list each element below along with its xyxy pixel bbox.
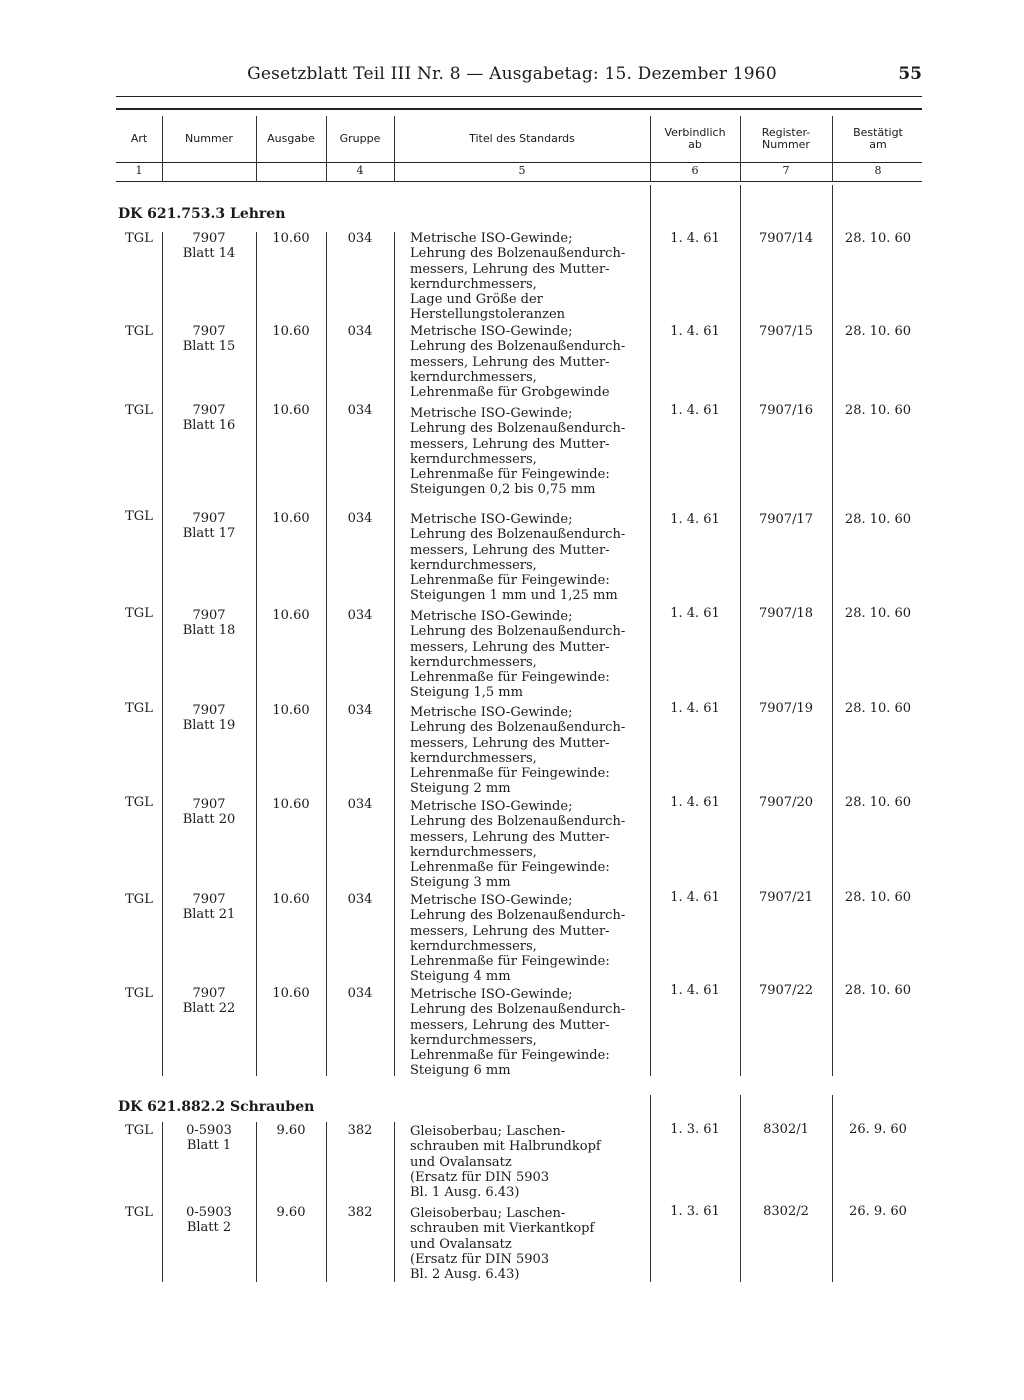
cell-nummer: 7907 Blatt 16	[182, 403, 236, 434]
cell-titel: Metrische ISO-Gewinde; Lehrung des Bolzenaußendurch- messers, Lehrung des Mutter- kerndurchmessers, Lage und Größe der Herstellungstoleranzen	[410, 231, 626, 323]
cell-verbindlich: 1. 3. 61	[670, 1204, 720, 1219]
cell-bestaetigt: 28. 10. 60	[844, 795, 912, 810]
cell-titel: Metrische ISO-Gewinde; Lehrung des Bolzenaußendurch- messers, Lehrung des Mutter- kerndurchmessers, Lehrenmaße für Grobgewinde	[410, 324, 626, 401]
cell-art: TGL	[125, 701, 153, 716]
cell-art: TGL	[125, 1123, 153, 1138]
col-divider	[832, 116, 833, 182]
cell-bestaetigt: 28. 10. 60	[844, 231, 912, 246]
cell-bestaetigt: 28. 10. 60	[844, 606, 912, 621]
cell-bestaetigt: 26. 9. 60	[849, 1122, 907, 1137]
col-divider	[394, 1122, 395, 1282]
col-divider	[256, 116, 257, 182]
cell-ausgabe: 10.60	[272, 231, 310, 246]
cell-art: TGL	[125, 231, 153, 246]
cell-nummer: 7907 Blatt 17	[182, 511, 236, 542]
col-divider	[394, 232, 395, 1076]
cell-verbindlich: 1. 4. 61	[670, 890, 720, 905]
cell-ausgabe: 10.60	[272, 511, 310, 526]
cell-register: 7907/21	[758, 890, 813, 905]
cell-nummer: 7907 Blatt 20	[182, 797, 236, 828]
cell-register: 8302/2	[763, 1204, 809, 1219]
col-divider	[650, 185, 651, 1076]
cell-verbindlich: 1. 4. 61	[670, 983, 720, 998]
col-header-bestaetigt: Bestätigt am	[853, 126, 903, 151]
cell-gruppe: 034	[347, 797, 373, 812]
section-heading: DK 621.753.3 Lehren	[118, 206, 286, 222]
header-rule	[116, 96, 922, 97]
cell-bestaetigt: 28. 10. 60	[844, 983, 912, 998]
cell-art: TGL	[125, 324, 153, 339]
col-divider	[162, 232, 163, 1076]
cell-register: 7907/20	[758, 795, 813, 810]
cell-verbindlich: 1. 4. 61	[670, 324, 720, 339]
col-divider	[740, 185, 741, 1076]
cell-titel: Gleisoberbau; Laschen- schrauben mit Vierkantkopf und Ovalansatz (Ersatz für DIN 5903 Bl. 2 Ausg. 6.43)	[410, 1206, 595, 1283]
header-title: Gesetzblatt Teil III Nr. 8 — Ausgabetag: 15. Dezember 1960	[247, 64, 777, 84]
cell-register: 7907/19	[758, 701, 813, 716]
cell-verbindlich: 1. 4. 61	[670, 606, 720, 621]
col-divider	[326, 1122, 327, 1282]
cell-ausgabe: 10.60	[272, 892, 310, 907]
cell-gruppe: 382	[347, 1205, 373, 1220]
cell-titel: Metrische ISO-Gewinde; Lehrung des Bolzenaußendurch- messers, Lehrung des Mutter- kerndurchmessers, Lehrenmaße für Feingewinde: Steigungen 0,2 bis 0,75 mm	[410, 406, 626, 498]
cell-gruppe: 034	[347, 703, 373, 718]
col-header-register: Register- Nummer	[761, 126, 811, 151]
table-top-rule	[116, 108, 922, 110]
cell-titel: Metrische ISO-Gewinde; Lehrung des Bolzenaußendurch- messers, Lehrung des Mutter- kerndurchmessers, Lehrenmaße für Feingewinde: Steigung 2 mm	[410, 705, 626, 797]
cell-gruppe: 034	[347, 986, 373, 1001]
cell-bestaetigt: 26. 9. 60	[849, 1204, 907, 1219]
cell-ausgabe: 10.60	[272, 986, 310, 1001]
page-number: 55	[898, 64, 922, 84]
cell-verbindlich: 1. 4. 61	[670, 403, 720, 418]
col-header-titel: Titel des Standards	[469, 132, 575, 145]
cell-art: TGL	[125, 606, 153, 621]
col-divider	[650, 116, 651, 182]
col-number-titel: 5	[518, 164, 526, 177]
cell-ausgabe: 9.60	[276, 1205, 306, 1220]
col-number-bestaetigt: 8	[874, 164, 882, 177]
cell-nummer: 7907 Blatt 15	[182, 324, 236, 355]
cell-ausgabe: 10.60	[272, 403, 310, 418]
col-header-art: Art	[130, 132, 148, 145]
col-header-nummer: Nummer	[185, 132, 233, 145]
column-number-rule	[116, 181, 922, 182]
column-header-rule	[116, 162, 922, 163]
cell-register: 8302/1	[763, 1122, 809, 1137]
cell-nummer: 0-5903 Blatt 1	[186, 1123, 232, 1154]
cell-gruppe: 034	[347, 892, 373, 907]
cell-titel: Gleisoberbau; Laschen- schrauben mit Halbrundkopf und Ovalansatz (Ersatz für DIN 5903 Bl. 1 Ausg. 6.43)	[410, 1124, 601, 1201]
cell-register: 7907/14	[758, 231, 813, 246]
cell-art: TGL	[125, 1205, 153, 1220]
cell-register: 7907/17	[758, 512, 813, 527]
cell-verbindlich: 1. 4. 61	[670, 512, 720, 527]
cell-ausgabe: 10.60	[272, 324, 310, 339]
cell-register: 7907/16	[758, 403, 813, 418]
col-divider	[740, 116, 741, 182]
cell-titel: Metrische ISO-Gewinde; Lehrung des Bolzenaußendurch- messers, Lehrung des Mutter- kerndurchmessers, Lehrenmaße für Feingewinde: Steigung 6 mm	[410, 987, 626, 1079]
col-number-verbindlich: 6	[691, 164, 699, 177]
col-divider	[326, 232, 327, 1076]
cell-nummer: 0-5903 Blatt 2	[186, 1205, 232, 1236]
section-heading: DK 621.882.2 Schrauben	[118, 1099, 315, 1115]
cell-gruppe: 034	[347, 608, 373, 623]
cell-titel: Metrische ISO-Gewinde; Lehrung des Bolzenaußendurch- messers, Lehrung des Mutter- kerndurchmessers, Lehrenmaße für Feingewinde: Steigung 4 mm	[410, 893, 626, 985]
col-header-gruppe: Gruppe	[339, 132, 381, 145]
cell-titel: Metrische ISO-Gewinde; Lehrung des Bolzenaußendurch- messers, Lehrung des Mutter- kerndurchmessers, Lehrenmaße für Feingewinde: Steigungen 1 mm und 1,25 mm	[410, 512, 626, 604]
cell-verbindlich: 1. 3. 61	[670, 1122, 720, 1137]
cell-art: TGL	[125, 795, 153, 810]
cell-art: TGL	[125, 986, 153, 1001]
cell-gruppe: 034	[347, 403, 373, 418]
cell-art: TGL	[125, 892, 153, 907]
cell-gruppe: 034	[347, 324, 373, 339]
col-divider	[162, 116, 163, 182]
col-number-nummer	[162, 164, 256, 178]
col-number-ausgabe	[256, 164, 326, 178]
cell-verbindlich: 1. 4. 61	[670, 795, 720, 810]
cell-nummer: 7907 Blatt 22	[182, 986, 236, 1017]
col-header-ausgabe: Ausgabe	[267, 132, 315, 145]
cell-ausgabe: 10.60	[272, 797, 310, 812]
cell-verbindlich: 1. 4. 61	[670, 231, 720, 246]
cell-gruppe: 034	[347, 511, 373, 526]
cell-art: TGL	[125, 509, 153, 524]
cell-register: 7907/18	[758, 606, 813, 621]
col-divider	[256, 1122, 257, 1282]
col-number-gruppe: 4	[356, 164, 364, 177]
cell-nummer: 7907 Blatt 21	[182, 892, 236, 923]
cell-ausgabe: 9.60	[276, 1123, 306, 1138]
col-divider	[832, 185, 833, 1076]
cell-bestaetigt: 28. 10. 60	[844, 324, 912, 339]
cell-gruppe: 034	[347, 231, 373, 246]
cell-bestaetigt: 28. 10. 60	[844, 701, 912, 716]
col-divider	[394, 116, 395, 182]
col-header-verbindlich: Verbindlich ab	[664, 126, 726, 151]
col-divider	[256, 232, 257, 1076]
cell-bestaetigt: 28. 10. 60	[844, 512, 912, 527]
cell-ausgabe: 10.60	[272, 703, 310, 718]
cell-bestaetigt: 28. 10. 60	[844, 403, 912, 418]
cell-register: 7907/15	[758, 324, 813, 339]
cell-nummer: 7907 Blatt 14	[182, 231, 236, 262]
col-number-art: 1	[135, 164, 143, 177]
cell-verbindlich: 1. 4. 61	[670, 701, 720, 716]
cell-titel: Metrische ISO-Gewinde; Lehrung des Bolzenaußendurch- messers, Lehrung des Mutter- kerndurchmessers, Lehrenmaße für Feingewinde: Steigung 3 mm	[410, 799, 626, 891]
cell-ausgabe: 10.60	[272, 608, 310, 623]
cell-titel: Metrische ISO-Gewinde; Lehrung des Bolzenaußendurch- messers, Lehrung des Mutter- kerndurchmessers, Lehrenmaße für Feingewinde: Steigung 1,5 mm	[410, 609, 626, 701]
col-number-register: 7	[782, 164, 790, 177]
col-divider	[326, 116, 327, 182]
cell-register: 7907/22	[758, 983, 813, 998]
cell-art: TGL	[125, 403, 153, 418]
cell-nummer: 7907 Blatt 18	[182, 608, 236, 639]
cell-bestaetigt: 28. 10. 60	[844, 890, 912, 905]
cell-gruppe: 382	[347, 1123, 373, 1138]
cell-nummer: 7907 Blatt 19	[182, 703, 236, 734]
